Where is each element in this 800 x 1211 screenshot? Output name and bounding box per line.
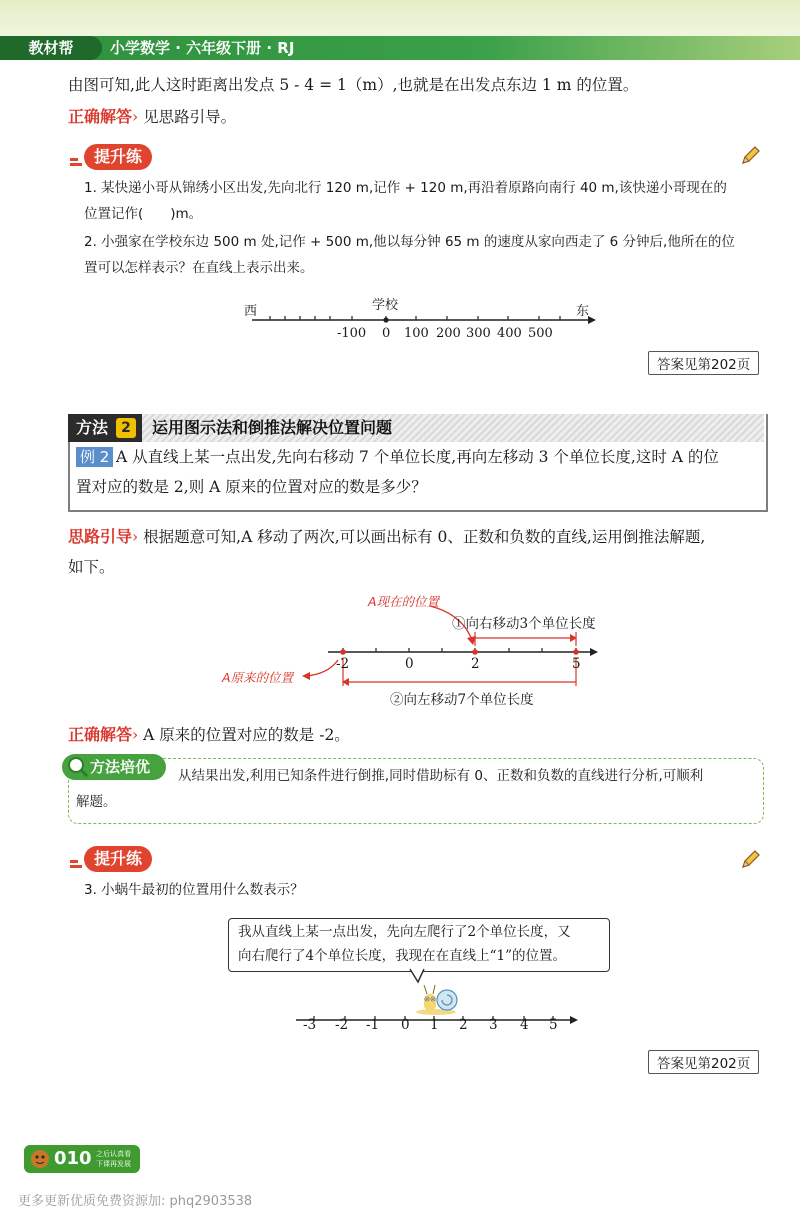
q3-text: 3. 小蜗牛最初的位置用什么数表示？ [84,882,304,898]
q2-line2: 置可以怎样表示？在直线上表示出来。 [84,260,314,276]
header-tag: 教材帮 [0,36,102,60]
line2-tick: -2 [336,656,350,672]
line1-tick: -100 [337,326,367,341]
step2-label: ②向左移动7个单位长度 [390,692,534,708]
answer-1-text: 见思路引导。 [143,108,237,126]
line1-tick: 500 [528,326,553,341]
intro-line: 由图可知,此人这时距离出发点 5 - 4 = 1（m）,也就是在出发点东边 1 m 的位置。 [68,76,639,94]
line1-tick: 300 [466,326,491,341]
method-number: 2 [116,418,136,438]
original-position-label: A原来的位置 [222,670,294,685]
tips-line2: 解题。 [76,794,117,810]
line1-tick: 100 [404,326,429,341]
line3-tick: 1 [430,1017,439,1033]
line3-tick: 5 [549,1017,558,1033]
q1-line2: 位置记作( )m。 [84,206,203,222]
hint-text: 根据题意可知,A 移动了两次,可以画出标有 0、正数和负数的直线,运用倒推法解题, [143,528,706,546]
practice-1-badge: 提升练 [84,144,152,170]
line3-tick: -3 [303,1017,317,1033]
answer-ref-1: 答案见第202页 [648,351,759,375]
q2-line1: 2. 小强家在学校东边 500 m 处,记作 + 500 m,他以每分钟 65 m 的速度从家向西走了 6 分钟后,他所在的位 [84,234,735,250]
footer-note [96,1149,131,1169]
hint-label: 思路引导 [68,527,133,546]
line3-tick: 0 [401,1017,410,1033]
line3-tick: -2 [335,1017,349,1033]
answer-2-text: A 原来的位置对应的数是 -2。 [143,726,350,744]
line3-tick: 3 [489,1017,498,1033]
line2-tick: 2 [471,656,480,672]
hint-line2: 如下。 [68,558,115,576]
line2-tick: 5 [572,656,581,672]
line3-tick: 4 [520,1017,529,1033]
tips-line1: 从结果出发,利用已知条件进行倒推,同时借助标有 0、正数和负数的直线进行分析,可顺利 [178,768,704,784]
magnifier-icon [66,756,90,782]
line2-tick: 0 [405,656,414,672]
line3-tick: 2 [459,1017,468,1033]
practice-2-badge: 提升练 [84,846,152,872]
example-line2: 置对应的数是 2,则 A 原来的位置对应的数是多少？ [76,478,427,496]
bubble-line1: 我从直线上某一点出发，先向左爬行了2个单位长度，又 [238,924,571,940]
answer-1: 正确解答› 见思路引导。 [68,107,237,126]
answer-1-label: 正确解答 [68,107,133,126]
bubble-line2: 向右爬行了4个单位长度，我现在在直线上“1”的位置。 [238,948,566,964]
method-tag: 方法 [68,414,142,442]
example-line1: A 从直线上某一点出发,先向右移动 7 个单位长度,再向左移动 3 个单位长度,这时 A 的位 [116,448,719,466]
pencil-icon [740,144,762,170]
footer-mascot-icon [28,1148,52,1174]
footer-note-line1: 之后认真看 [96,1150,131,1158]
line1-west: 西 [244,304,258,319]
line1-tick: 400 [497,326,522,341]
line1-school: 学校 [372,298,399,313]
bottom-ad-text: 更多更新优质免费资源加: phq2903538 [18,1194,253,1209]
answer-2: 正确解答› A 原来的位置对应的数是 -2。 [68,725,350,744]
line1-tick: 0 [382,326,391,341]
header-title: 小学数学 · 六年级下册 · RJ [110,39,295,57]
answer-2-label: 正确解答 [68,725,133,744]
line1-tick: 200 [436,326,461,341]
answer-ref-2: 答案见第202页 [648,1050,759,1074]
line3-tick: -1 [366,1017,380,1033]
footer-note-line2: 下课再发展 [96,1160,131,1168]
now-position-label: A现在的位置 [368,594,440,609]
step1-label: ①向右移动3个单位长度 [452,616,596,632]
tips-badge: 方法培优 [62,754,166,780]
method-title: 运用图示法和倒推法解决位置问题 [152,418,393,437]
example-tag: 例 2 [76,447,113,467]
hint-line1: 思路引导› 根据题意可知,A 移动了两次,可以画出标有 0、正数和负数的直线,运用倒推法解题, [68,527,706,546]
pencil-icon [740,848,762,874]
page-number: 010 [54,1148,92,1169]
q1-line1: 1. 某快递小哥从锦绣小区出发,先向北行 120 m,记作 + 120 m,再沿着原路向南行 40 m,该快递小哥现在的 [84,180,727,196]
line1-east: 东 [576,304,590,319]
